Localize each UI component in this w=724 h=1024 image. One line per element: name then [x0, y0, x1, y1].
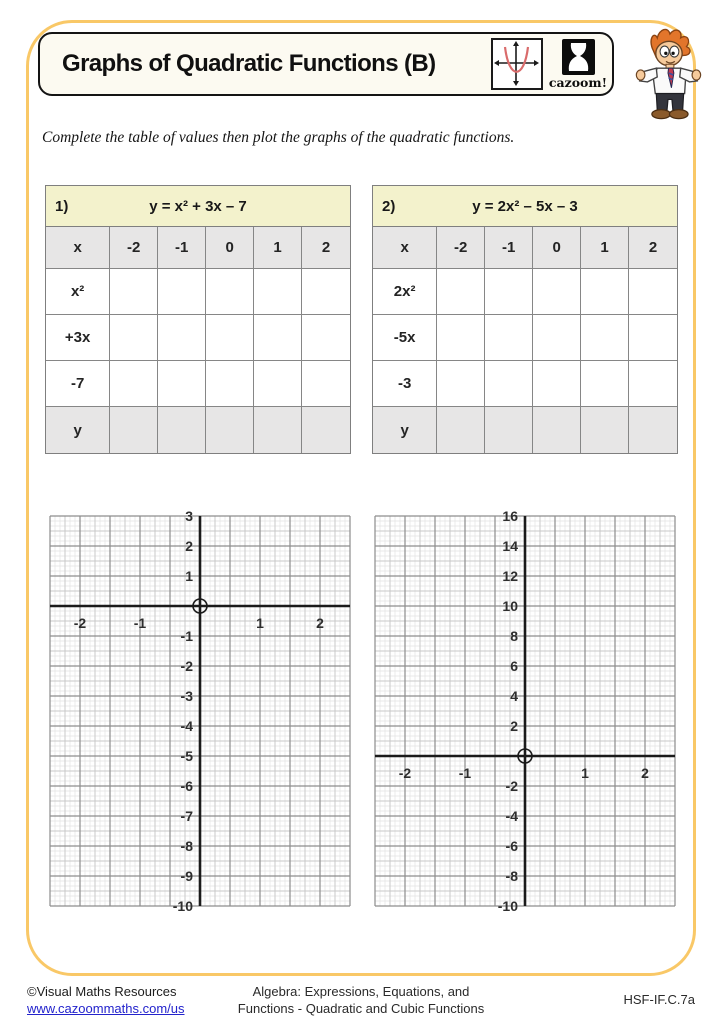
answer-cell[interactable]: [581, 269, 629, 315]
graphs-row: [47, 508, 678, 914]
cazoom-logo-text: cazoom!: [548, 74, 608, 90]
standard-code: HSF-IF.C.7a: [623, 992, 695, 1007]
svg-text:-4: -4: [505, 808, 518, 824]
svg-text:-7: -7: [180, 808, 193, 824]
table-col-header-cell: 1: [254, 227, 302, 269]
svg-text:2: 2: [316, 615, 324, 631]
answer-cell[interactable]: [437, 407, 485, 453]
answer-cell[interactable]: [533, 361, 581, 407]
answer-cell[interactable]: [110, 269, 158, 315]
svg-text:1: 1: [581, 765, 589, 781]
answer-cell[interactable]: [302, 315, 350, 361]
svg-text:-1: -1: [180, 628, 193, 644]
answer-cell[interactable]: [533, 269, 581, 315]
answer-cell[interactable]: [629, 407, 677, 453]
table-col-header-cell: -1: [485, 227, 533, 269]
problem-equation: y = 2x² – 5x – 3: [472, 197, 578, 215]
answer-cell[interactable]: [158, 269, 206, 315]
table-row-label: x²: [46, 269, 110, 315]
answer-cell[interactable]: [629, 361, 677, 407]
svg-text:-2: -2: [505, 778, 518, 794]
page-title: Graphs of Quadratic Functions (B): [62, 50, 436, 77]
svg-text:8: 8: [510, 628, 518, 644]
svg-text:2: 2: [185, 538, 193, 554]
svg-text:2: 2: [510, 718, 518, 734]
table-col-header-cell: 0: [533, 227, 581, 269]
answer-cell[interactable]: [533, 315, 581, 361]
table-row-label: -5x: [373, 315, 437, 361]
answer-cell[interactable]: [485, 361, 533, 407]
answer-cell[interactable]: [206, 269, 254, 315]
values-table: [373, 227, 677, 453]
table-col-header-cell: -1: [158, 227, 206, 269]
table-col-header-cell: -2: [110, 227, 158, 269]
problem-table-2: [372, 185, 678, 454]
values-table: [46, 227, 350, 453]
topic-line-1: Algebra: Expressions, Equations, and: [252, 984, 470, 999]
svg-text:3: 3: [185, 508, 193, 524]
answer-cell[interactable]: [437, 361, 485, 407]
table-col-header-cell: 1: [581, 227, 629, 269]
answer-cell[interactable]: [629, 269, 677, 315]
instruction-text: Complete the table of values then plot the graphs of the quadratic functions.: [42, 129, 515, 146]
website-link[interactable]: www.cazoommaths.com/us: [27, 1000, 185, 1016]
worksheet-footer: [27, 984, 695, 1018]
svg-text:-8: -8: [505, 868, 518, 884]
svg-text:-6: -6: [180, 778, 193, 794]
table-row-label: y: [46, 407, 110, 453]
answer-cell[interactable]: [581, 407, 629, 453]
table-col-header-cell: 2: [302, 227, 350, 269]
table-title-row: [373, 186, 677, 227]
svg-text:-3: -3: [180, 688, 193, 704]
problem-equation: y = x² + 3x – 7: [149, 197, 247, 215]
svg-text:-6: -6: [505, 838, 518, 854]
svg-text:-2: -2: [398, 765, 412, 781]
axes-icon: [494, 41, 539, 86]
answer-cell[interactable]: [110, 361, 158, 407]
answer-cell[interactable]: [110, 407, 158, 453]
svg-text:1: 1: [256, 615, 264, 631]
footer-topic: [238, 984, 484, 1018]
coordinate-grid-1[interactable]: [47, 508, 353, 914]
table-col-header-cell: 2: [629, 227, 677, 269]
answer-cell[interactable]: [302, 407, 350, 453]
answer-cell[interactable]: [437, 315, 485, 361]
answer-cell[interactable]: [302, 361, 350, 407]
worksheet-header: [38, 32, 614, 96]
svg-text:4: 4: [510, 688, 518, 704]
table-col-header-cell: -2: [437, 227, 485, 269]
answer-cell[interactable]: [437, 269, 485, 315]
answer-cell[interactable]: [485, 315, 533, 361]
answer-cell[interactable]: [158, 361, 206, 407]
answer-cell[interactable]: [629, 315, 677, 361]
svg-text:-9: -9: [180, 868, 193, 884]
svg-text:2: 2: [641, 765, 649, 781]
answer-cell[interactable]: [485, 407, 533, 453]
parabola-graph-icon: [491, 38, 543, 90]
svg-text:-8: -8: [180, 838, 193, 854]
table-row-label: +3x: [46, 315, 110, 361]
answer-cell[interactable]: [581, 315, 629, 361]
problem-number: 2): [382, 197, 396, 215]
answer-cell[interactable]: [302, 269, 350, 315]
answer-cell[interactable]: [206, 361, 254, 407]
svg-text:14: 14: [502, 538, 518, 554]
table-row-label: y: [373, 407, 437, 453]
svg-text:-1: -1: [458, 765, 472, 781]
answer-cell[interactable]: [254, 407, 302, 453]
svg-text:-2: -2: [73, 615, 87, 631]
svg-text:-10: -10: [497, 898, 518, 914]
svg-text:10: 10: [502, 598, 518, 614]
table-col-header-cell: x: [373, 227, 437, 269]
svg-text:-1: -1: [133, 615, 147, 631]
answer-cell[interactable]: [485, 269, 533, 315]
problem-table-1: [45, 185, 351, 454]
table-row-label: -7: [46, 361, 110, 407]
table-row-label: -3: [373, 361, 437, 407]
cazoom-logo: [548, 39, 608, 90]
mascot-legs: [652, 94, 688, 119]
coordinate-grid-2[interactable]: [372, 508, 678, 914]
problem-number: 1): [55, 197, 69, 215]
svg-text:-4: -4: [180, 718, 193, 734]
svg-text:6: 6: [510, 658, 518, 674]
svg-text:-2: -2: [180, 658, 193, 674]
svg-text:-10: -10: [172, 898, 193, 914]
copyright-text: ©Visual Maths Resources: [27, 984, 177, 999]
answer-cell[interactable]: [581, 361, 629, 407]
answer-cell[interactable]: [533, 407, 581, 453]
footer-publisher: [27, 984, 185, 1018]
topic-line-2: Functions - Quadratic and Cubic Functions: [237, 1000, 485, 1016]
tables-row: [45, 185, 678, 454]
table-row-label: 2x²: [373, 269, 437, 315]
answer-cell[interactable]: [158, 315, 206, 361]
table-title-row: [46, 186, 350, 227]
mascot-face: [656, 41, 682, 65]
svg-text:-5: -5: [180, 748, 193, 764]
table-col-header-cell: x: [46, 227, 110, 269]
answer-cell[interactable]: [158, 407, 206, 453]
cazoom-hourglass-icon: [562, 39, 595, 75]
professor-mascot: [624, 26, 712, 126]
svg-text:1: 1: [185, 568, 193, 584]
table-col-header-cell: 0: [206, 227, 254, 269]
svg-text:16: 16: [502, 508, 518, 524]
answer-cell[interactable]: [206, 407, 254, 453]
answer-cell[interactable]: [110, 315, 158, 361]
mascot-body: [636, 64, 700, 93]
svg-text:12: 12: [502, 568, 518, 584]
answer-cell[interactable]: [254, 315, 302, 361]
answer-cell[interactable]: [206, 315, 254, 361]
answer-cell[interactable]: [254, 269, 302, 315]
answer-cell[interactable]: [254, 361, 302, 407]
